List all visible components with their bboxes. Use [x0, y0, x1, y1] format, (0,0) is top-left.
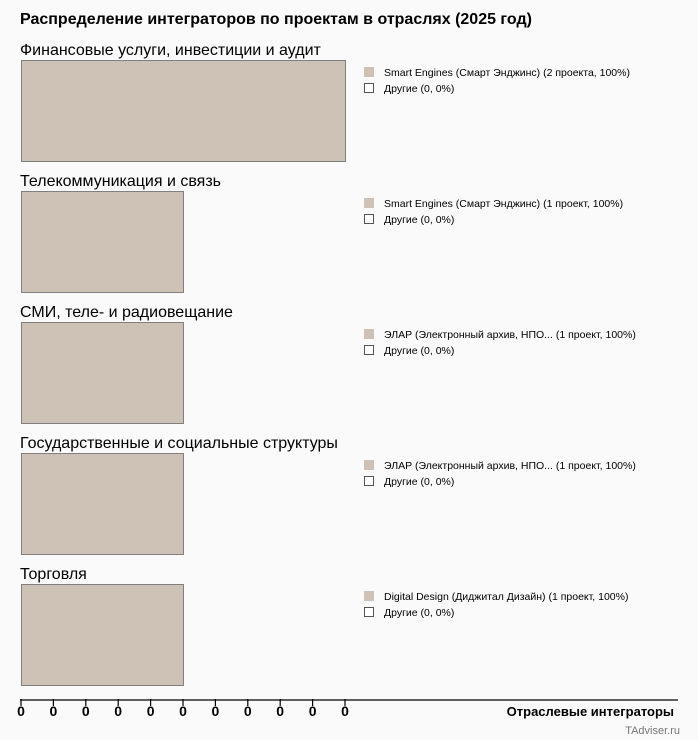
x-tick-label: 0 [308, 703, 317, 719]
x-tick-label: 0 [81, 703, 90, 719]
category-label: СМИ, теле- и радиовещание [20, 304, 233, 321]
x-tick-label: 0 [49, 703, 58, 719]
legend-entry-leader: Digital Design (Диджитал Дизайн) (1 проект, 100%) [384, 591, 629, 603]
legend-swatch-leader [364, 460, 374, 470]
chart-panels [20, 42, 636, 686]
x-axis-label: Отраслевые интеграторы [506, 704, 674, 719]
category-label: Телекоммуникация и связь [20, 173, 222, 190]
x-tick-label: 0 [276, 703, 285, 719]
legend-swatch-other [365, 477, 374, 486]
legend-swatch-other [365, 608, 374, 617]
x-tick-label: 0 [17, 703, 25, 719]
bar [22, 323, 184, 424]
x-tick-label: 0 [243, 703, 252, 719]
legend-entry-leader: Smart Engines (Смарт Энджинс) (2 проекта, 100%) [384, 67, 630, 79]
category-label: Государственные и социальные структуры [20, 435, 338, 452]
legend-swatch-other [365, 215, 374, 224]
legend-entry-other: Другие (0, 0%) [384, 214, 455, 226]
x-tick-label: 0 [146, 703, 155, 719]
category-panel [20, 173, 623, 293]
legend-entry-other: Другие (0, 0%) [384, 345, 455, 357]
legend-entry-other: Другие (0, 0%) [384, 83, 455, 95]
legend-entry-leader: ЭЛАР (Электронный архив, НПО... (1 проект, 100%) [384, 329, 636, 341]
legend-entry-other: Другие (0, 0%) [384, 476, 455, 488]
bar [22, 585, 184, 686]
bar [22, 454, 184, 555]
category-label: Торговля [20, 566, 87, 583]
bar [22, 192, 184, 293]
chart-title: Распределение интеграторов по проектам в отраслях (2025 год) [20, 11, 532, 28]
x-tick-label: 0 [114, 703, 123, 719]
legend-swatch-leader [364, 198, 374, 208]
bar [22, 61, 346, 162]
category-label: Финансовые услуги, инвестиции и аудит [20, 42, 321, 59]
category-panel [20, 304, 636, 424]
legend-swatch-other [365, 346, 374, 355]
legend-entry-leader: Smart Engines (Смарт Энджинс) (1 проект, 100%) [384, 198, 624, 210]
legend-entry-leader: ЭЛАР (Электронный архив, НПО... (1 проект, 100%) [384, 460, 636, 472]
legend-swatch-leader [364, 67, 374, 77]
source-credit: TAdviser.ru [625, 725, 680, 737]
legend-entry-other: Другие (0, 0%) [384, 607, 455, 619]
x-tick-label: 0 [179, 703, 187, 719]
x-tick-label: 0 [341, 703, 349, 719]
category-panel [20, 435, 636, 555]
x-axis-ticks [17, 699, 349, 719]
category-panel [20, 42, 630, 162]
legend-swatch-leader [364, 329, 374, 339]
legend-swatch-other [365, 84, 374, 93]
category-panel [20, 566, 628, 686]
x-tick-label: 0 [211, 703, 220, 719]
legend-swatch-leader [364, 591, 374, 601]
